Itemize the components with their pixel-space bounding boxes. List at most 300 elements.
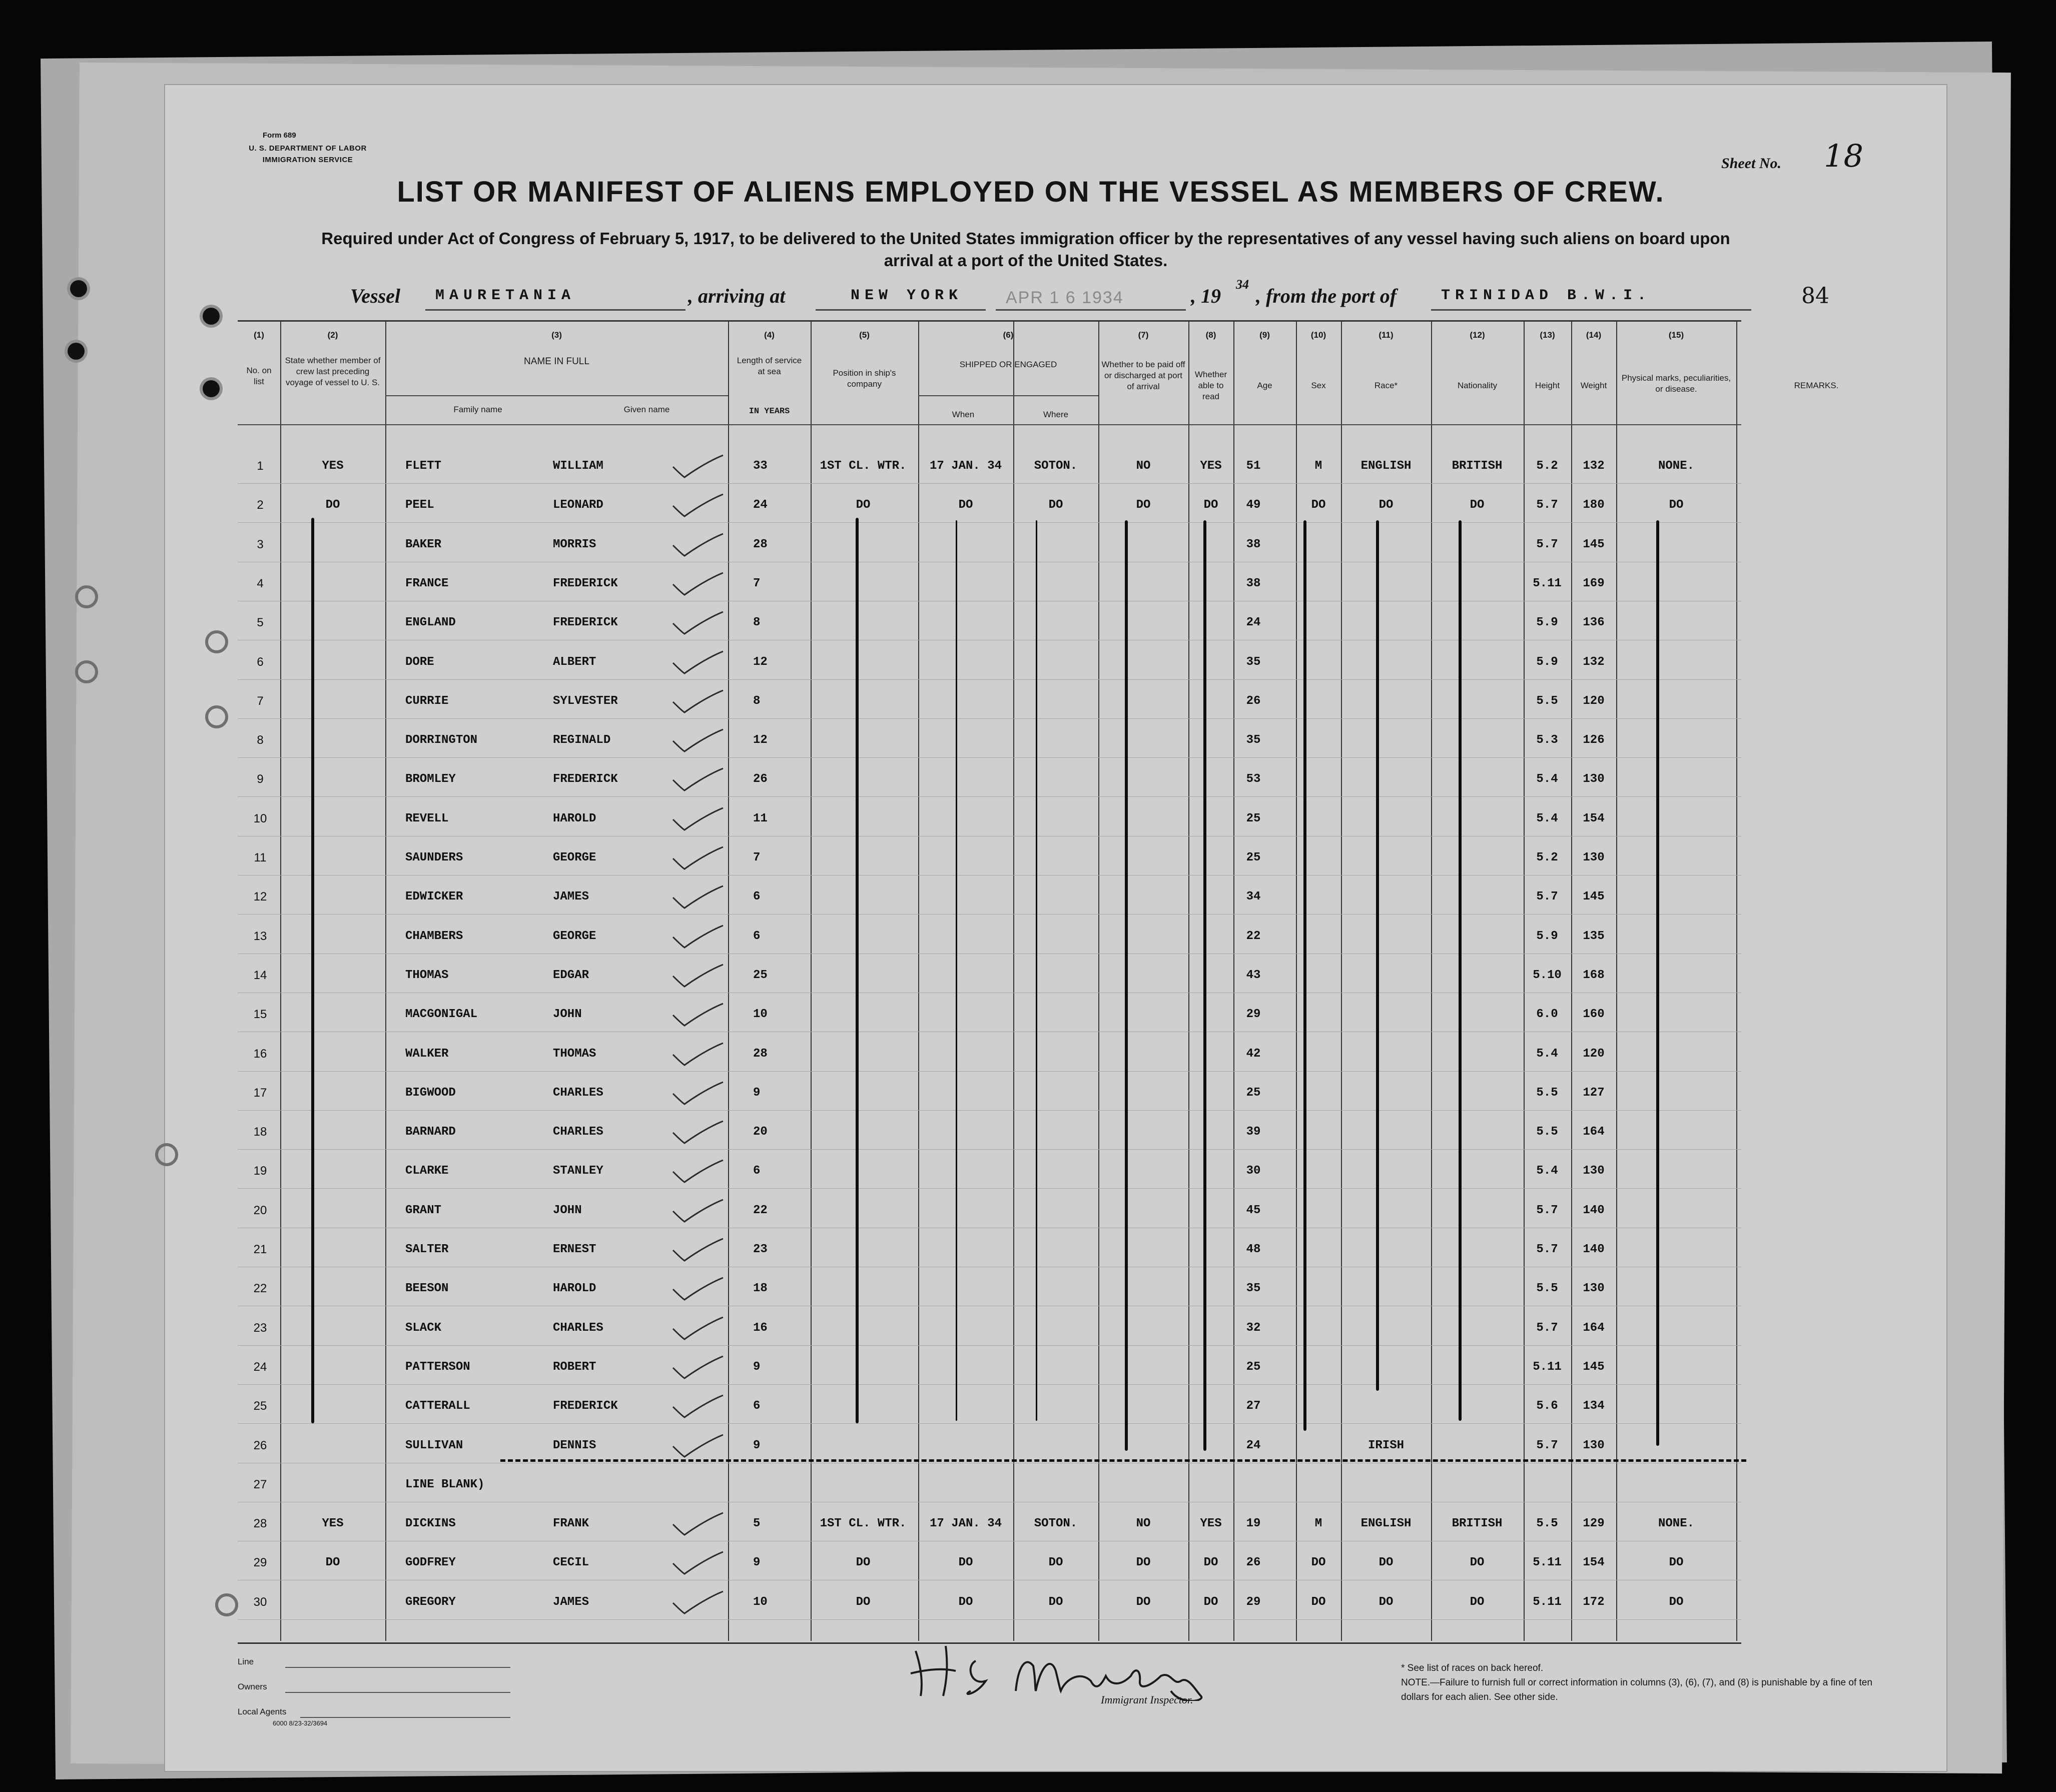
age-cell: 25 bbox=[1246, 811, 1261, 825]
given-name-cell: REGINALD bbox=[553, 733, 611, 747]
form-number: Form 689 bbox=[263, 131, 296, 140]
given-name-cell: CECIL bbox=[553, 1556, 589, 1570]
row-number: 3 bbox=[257, 537, 264, 551]
height-cell: 5.11 bbox=[1533, 576, 1562, 590]
row-number: 25 bbox=[253, 1399, 267, 1413]
header-when: When bbox=[952, 410, 975, 419]
race-note: * See list of races on back hereof. bbox=[1401, 1663, 1544, 1673]
family-name-cell: FRANCE bbox=[405, 576, 449, 590]
sex-cell: DO bbox=[1311, 1595, 1326, 1609]
weight-cell: 120 bbox=[1583, 1047, 1605, 1061]
years-cell: 9 bbox=[753, 1438, 761, 1452]
height-cell: 5.4 bbox=[1536, 1047, 1558, 1061]
weight-cell: 136 bbox=[1583, 616, 1605, 630]
header-race: Race* bbox=[1374, 381, 1398, 390]
ditto-mark bbox=[956, 520, 957, 1421]
paid-off-cell: NO bbox=[1136, 1517, 1151, 1531]
years-cell: 10 bbox=[753, 1008, 768, 1022]
check-mark-icon bbox=[670, 1551, 726, 1576]
weight-cell: 130 bbox=[1583, 1438, 1605, 1452]
given-name-cell: WILLIAM bbox=[553, 459, 603, 473]
sex-cell: M bbox=[1314, 1517, 1322, 1531]
nationality-cell: DO bbox=[1470, 498, 1485, 512]
row-number: 4 bbox=[257, 576, 264, 590]
height-cell: 5.11 bbox=[1533, 1556, 1562, 1570]
weight-cell: 126 bbox=[1583, 733, 1605, 747]
given-name-cell: ALBERT bbox=[553, 655, 596, 669]
years-cell: 9 bbox=[753, 1086, 761, 1100]
ditto-mark bbox=[1125, 520, 1128, 1451]
weight-cell: 132 bbox=[1583, 655, 1605, 669]
years-cell: 23 bbox=[753, 1243, 768, 1256]
row-number: 13 bbox=[253, 929, 267, 943]
height-cell: 5.7 bbox=[1536, 890, 1558, 904]
ring-mark-icon bbox=[205, 630, 228, 653]
ditto-mark bbox=[1303, 520, 1306, 1431]
header-remarks: REMARKS. bbox=[1794, 381, 1839, 390]
age-cell: 22 bbox=[1246, 929, 1261, 943]
previous-voyage-cell: DO bbox=[325, 498, 340, 512]
years-cell: 7 bbox=[753, 576, 761, 590]
height-cell: 5.9 bbox=[1536, 616, 1558, 630]
height-cell: 5.7 bbox=[1536, 537, 1558, 551]
years-cell: 6 bbox=[753, 1399, 761, 1413]
check-mark-icon bbox=[670, 1512, 726, 1537]
family-name-cell: REVELL bbox=[405, 811, 449, 825]
race-cell: ENGLISH bbox=[1360, 459, 1412, 473]
race-cell: IRISH bbox=[1367, 1438, 1404, 1452]
height-cell: 5.9 bbox=[1536, 655, 1558, 669]
page-subtitle: Required under Act of Congress of February 5, 1917, to be delivered to the United States immigration officer by the representatives of any vessel having such aliens on board upon arrival at a port of the United States. bbox=[321, 229, 1730, 270]
height-cell: 5.4 bbox=[1536, 811, 1558, 825]
given-name-cell: FREDERICK bbox=[553, 576, 618, 590]
height-cell: 5.5 bbox=[1536, 1517, 1558, 1531]
check-mark-icon bbox=[670, 689, 726, 714]
col-num-12: (12) bbox=[1470, 330, 1485, 340]
year-label: , 19 bbox=[1191, 285, 1221, 307]
height-cell: 5.9 bbox=[1536, 929, 1558, 943]
paid-off-cell: NO bbox=[1136, 459, 1151, 473]
able-to-read-cell: DO bbox=[1203, 1556, 1218, 1570]
years-cell: 12 bbox=[753, 733, 768, 747]
age-cell: 35 bbox=[1246, 655, 1261, 669]
blank-line-dashes bbox=[500, 1459, 1746, 1462]
row-number: 26 bbox=[253, 1438, 267, 1452]
check-mark-icon bbox=[670, 885, 726, 910]
col-num-8: (8) bbox=[1205, 330, 1216, 340]
inspector-signature bbox=[901, 1631, 1251, 1701]
age-cell: 34 bbox=[1246, 890, 1261, 904]
header-able-to-read: Whether able to read bbox=[1194, 370, 1227, 401]
given-name-cell: FRANK bbox=[553, 1517, 589, 1531]
family-name-cell: THOMAS bbox=[405, 968, 449, 982]
given-name-cell: HAROLD bbox=[553, 811, 596, 825]
row-number: 12 bbox=[253, 890, 267, 904]
years-cell: 33 bbox=[753, 459, 768, 473]
header-given-name: Given name bbox=[623, 405, 670, 414]
family-name-cell: CURRIE bbox=[405, 694, 449, 708]
given-name-cell: EDGAR bbox=[553, 968, 589, 982]
shipped-when-cell: 17 JAN. 34 bbox=[929, 459, 1002, 473]
weight-cell: 132 bbox=[1583, 459, 1605, 473]
family-name-cell: GRANT bbox=[405, 1203, 442, 1217]
age-cell: 26 bbox=[1246, 694, 1261, 708]
family-name-cell: CLARKE bbox=[405, 1164, 449, 1178]
col-num-15: (15) bbox=[1668, 330, 1684, 340]
row-number: 10 bbox=[253, 811, 267, 825]
given-name-cell: LEONARD bbox=[553, 498, 603, 512]
given-name-cell: FREDERICK bbox=[553, 1399, 618, 1413]
arrival-port: NEW YORK bbox=[851, 287, 963, 304]
check-mark-icon bbox=[670, 1434, 726, 1459]
given-name-cell: JAMES bbox=[553, 1595, 589, 1609]
binder-hole-icon bbox=[68, 343, 85, 360]
nationality-cell: BRITISH bbox=[1452, 1517, 1503, 1531]
age-cell: 53 bbox=[1246, 772, 1261, 786]
nationality-cell: BRITISH bbox=[1452, 459, 1503, 473]
check-mark-icon bbox=[670, 1355, 726, 1380]
given-name-cell: FREDERICK bbox=[553, 616, 618, 630]
paid-off-cell: DO bbox=[1136, 498, 1151, 512]
given-name-cell: FREDERICK bbox=[553, 772, 618, 786]
height-cell: 5.7 bbox=[1536, 498, 1558, 512]
given-name-cell: MORRIS bbox=[553, 537, 596, 551]
header-where: Where bbox=[1043, 410, 1069, 419]
header-previous-voyage: State whether member of crew last preceding voyage of vessel to U. S. bbox=[285, 356, 381, 387]
col-num-2: (2) bbox=[327, 330, 338, 340]
sex-cell: DO bbox=[1311, 1556, 1326, 1570]
previous-voyage-cell: DO bbox=[325, 1556, 340, 1570]
weight-cell: 145 bbox=[1583, 890, 1605, 904]
vessel-line bbox=[0, 277, 1851, 314]
sex-cell: M bbox=[1314, 459, 1322, 473]
row-number: 7 bbox=[257, 694, 264, 708]
age-cell: 29 bbox=[1246, 1008, 1261, 1022]
header-in-years: IN YEARS bbox=[749, 407, 790, 416]
ditto-mark bbox=[1656, 520, 1659, 1446]
family-name-cell: DORRINGTON bbox=[405, 733, 478, 747]
row-number: 11 bbox=[254, 851, 267, 864]
family-name-cell: SAUNDERS bbox=[405, 851, 463, 864]
check-mark-icon bbox=[670, 1199, 726, 1224]
nationality-cell: DO bbox=[1470, 1556, 1485, 1570]
check-mark-icon bbox=[670, 1120, 726, 1145]
check-mark-icon bbox=[670, 611, 726, 636]
given-name-cell: JOHN bbox=[553, 1203, 582, 1217]
col-num-13: (13) bbox=[1540, 330, 1555, 340]
ditto-mark bbox=[1459, 520, 1462, 1421]
years-cell: 6 bbox=[753, 1164, 761, 1178]
position-cell: 1ST CL. WTR. bbox=[820, 1517, 907, 1531]
years-cell: 9 bbox=[753, 1360, 761, 1374]
row-number: 23 bbox=[253, 1321, 267, 1335]
height-cell: 5.2 bbox=[1536, 459, 1558, 473]
sheet-number: 18 bbox=[1824, 138, 1863, 174]
header-sex: Sex bbox=[1311, 381, 1326, 390]
header-height: Height bbox=[1535, 381, 1560, 390]
line-label: Line bbox=[238, 1657, 254, 1666]
age-cell: 29 bbox=[1246, 1595, 1261, 1609]
weight-cell: 168 bbox=[1583, 968, 1605, 982]
header-length-of-service: Length of service at sea bbox=[737, 356, 802, 376]
age-cell: 38 bbox=[1246, 537, 1261, 551]
family-name-cell: EDWICKER bbox=[405, 890, 463, 904]
age-cell: 24 bbox=[1246, 1438, 1261, 1452]
check-mark-icon bbox=[670, 728, 726, 753]
age-cell: 25 bbox=[1246, 1086, 1261, 1100]
binder-hole-icon bbox=[203, 380, 220, 397]
col-num-14: (14) bbox=[1586, 330, 1602, 340]
row-number: 28 bbox=[253, 1517, 267, 1531]
years-cell: 26 bbox=[753, 772, 768, 786]
row-number: 6 bbox=[257, 655, 264, 669]
physical-marks-cell: DO bbox=[1669, 1556, 1684, 1570]
col-num-3: (3) bbox=[551, 330, 562, 340]
years-cell: 16 bbox=[753, 1321, 768, 1335]
weight-cell: 130 bbox=[1583, 851, 1605, 864]
row-number: 29 bbox=[253, 1556, 267, 1570]
family-name-cell: BROMLEY bbox=[405, 772, 456, 786]
check-mark-icon bbox=[670, 1277, 726, 1302]
family-name-cell: CHAMBERS bbox=[405, 929, 463, 943]
weight-cell: 145 bbox=[1583, 1360, 1605, 1374]
col-num-7: (7) bbox=[1138, 330, 1149, 340]
height-cell: 5.7 bbox=[1536, 1203, 1558, 1217]
weight-cell: 145 bbox=[1583, 537, 1605, 551]
family-name-cell: LINE BLANK) bbox=[405, 1477, 485, 1491]
ring-mark-icon bbox=[75, 660, 98, 683]
check-mark-icon bbox=[670, 1081, 726, 1106]
col-num-11: (11) bbox=[1379, 330, 1394, 340]
row-number: 24 bbox=[253, 1360, 267, 1374]
shipped-where-cell: SOTON. bbox=[1034, 459, 1078, 473]
years-cell: 10 bbox=[753, 1595, 768, 1609]
service-name: IMMIGRATION SERVICE bbox=[262, 156, 353, 164]
height-cell: 5.5 bbox=[1536, 1086, 1558, 1100]
age-cell: 25 bbox=[1246, 851, 1261, 864]
check-mark-icon bbox=[670, 493, 726, 518]
years-cell: 24 bbox=[753, 498, 768, 512]
position-cell: DO bbox=[856, 498, 871, 512]
race-cell: DO bbox=[1379, 498, 1394, 512]
check-mark-icon bbox=[670, 1003, 726, 1028]
shipped-when-cell: DO bbox=[958, 1595, 973, 1609]
given-name-cell: THOMAS bbox=[553, 1047, 596, 1061]
family-name-cell: SULLIVAN bbox=[405, 1438, 463, 1452]
family-name-cell: FLETT bbox=[405, 459, 442, 473]
ditto-mark bbox=[1376, 520, 1379, 1391]
header-physical-marks: Physical marks, peculiarities, or disease. bbox=[1621, 373, 1731, 394]
able-to-read-cell: YES bbox=[1200, 459, 1222, 473]
age-cell: 48 bbox=[1246, 1243, 1261, 1256]
age-cell: 51 bbox=[1246, 459, 1261, 473]
row-number: 17 bbox=[253, 1086, 267, 1100]
col-num-4: (4) bbox=[764, 330, 775, 340]
given-name-cell: ROBERT bbox=[553, 1360, 596, 1374]
header-shipped-engaged: SHIPPED OR ENGAGED bbox=[959, 360, 1057, 369]
check-mark-icon bbox=[670, 454, 726, 479]
header-family-name: Family name bbox=[453, 405, 502, 414]
physical-marks-cell: NONE. bbox=[1658, 1517, 1694, 1531]
family-name-cell: GREGORY bbox=[405, 1595, 456, 1609]
ring-mark-icon bbox=[75, 585, 98, 608]
age-cell: 38 bbox=[1246, 576, 1261, 590]
header-age: Age bbox=[1257, 381, 1272, 390]
header-name-in-full: NAME IN FULL bbox=[524, 356, 589, 367]
header-position: Position in ship's company bbox=[833, 368, 896, 389]
age-cell: 43 bbox=[1246, 968, 1261, 982]
check-mark-icon bbox=[670, 1238, 726, 1263]
weight-cell: 140 bbox=[1583, 1243, 1605, 1256]
ditto-mark bbox=[1036, 520, 1037, 1421]
family-name-cell: GODFREY bbox=[405, 1556, 456, 1570]
height-cell: 5.7 bbox=[1536, 1438, 1558, 1452]
years-cell: 12 bbox=[753, 655, 768, 669]
age-cell: 32 bbox=[1246, 1321, 1261, 1335]
height-cell: 5.11 bbox=[1533, 1595, 1562, 1609]
check-mark-icon bbox=[670, 925, 726, 950]
check-mark-icon bbox=[670, 1042, 726, 1067]
age-cell: 30 bbox=[1246, 1164, 1261, 1178]
given-name-cell: DENNIS bbox=[553, 1438, 596, 1452]
check-mark-icon bbox=[670, 572, 726, 597]
years-cell: 7 bbox=[753, 851, 761, 864]
position-cell: 1ST CL. WTR. bbox=[820, 459, 907, 473]
row-number: 27 bbox=[253, 1477, 267, 1491]
col-num-5: (5) bbox=[859, 330, 870, 340]
years-cell: 18 bbox=[753, 1282, 768, 1296]
able-to-read-cell: DO bbox=[1203, 498, 1218, 512]
shipped-where-cell: DO bbox=[1048, 1595, 1063, 1609]
weight-cell: 127 bbox=[1583, 1086, 1605, 1100]
height-cell: 5.5 bbox=[1536, 1282, 1558, 1296]
given-name-cell: JAMES bbox=[553, 890, 589, 904]
family-name-cell: SALTER bbox=[405, 1243, 449, 1256]
previous-voyage-cell: YES bbox=[322, 459, 344, 473]
paid-off-cell: DO bbox=[1136, 1556, 1151, 1570]
family-name-cell: PATTERSON bbox=[405, 1360, 470, 1374]
height-cell: 5.3 bbox=[1536, 733, 1558, 747]
weight-cell: 120 bbox=[1583, 694, 1605, 708]
weight-cell: 134 bbox=[1583, 1399, 1605, 1413]
page-title: LIST OR MANIFEST OF ALIENS EMPLOYED ON THE VESSEL AS MEMBERS OF CREW. bbox=[397, 176, 1665, 208]
sex-cell: DO bbox=[1311, 498, 1326, 512]
family-name-cell: SLACK bbox=[405, 1321, 442, 1335]
given-name-cell: CHARLES bbox=[553, 1086, 603, 1100]
given-name-cell: JOHN bbox=[553, 1008, 582, 1022]
check-mark-icon bbox=[670, 533, 726, 558]
header-weight: Weight bbox=[1580, 381, 1607, 390]
ditto-mark bbox=[311, 518, 314, 1423]
age-cell: 35 bbox=[1246, 1282, 1261, 1296]
age-cell: 25 bbox=[1246, 1360, 1261, 1374]
race-cell: DO bbox=[1379, 1595, 1394, 1609]
able-to-read-cell: YES bbox=[1200, 1517, 1222, 1531]
sheet-label: Sheet No. bbox=[1721, 155, 1781, 172]
row-number: 19 bbox=[253, 1164, 267, 1178]
family-name-cell: PEEL bbox=[405, 498, 434, 512]
height-cell: 5.5 bbox=[1536, 1125, 1558, 1139]
years-cell: 28 bbox=[753, 1047, 768, 1061]
shipped-when-cell: DO bbox=[958, 1556, 973, 1570]
years-cell: 22 bbox=[753, 1203, 768, 1217]
check-mark-icon bbox=[670, 1159, 726, 1184]
years-cell: 28 bbox=[753, 537, 768, 551]
departure-port: TRINIDAD B.W.I. bbox=[1441, 287, 1652, 304]
years-cell: 8 bbox=[753, 616, 761, 630]
row-number: 15 bbox=[253, 1008, 267, 1022]
check-mark-icon bbox=[670, 650, 726, 675]
from-label: , from the port of bbox=[1256, 285, 1397, 307]
date-stamp: APR 1 6 1934 bbox=[1006, 288, 1124, 307]
agency-block bbox=[215, 143, 400, 166]
years-cell: 8 bbox=[753, 694, 761, 708]
height-cell: 5.10 bbox=[1533, 968, 1562, 982]
check-mark-icon bbox=[670, 1590, 726, 1615]
weight-cell: 129 bbox=[1583, 1517, 1605, 1531]
row-number: 9 bbox=[257, 772, 264, 786]
ditto-mark bbox=[1203, 520, 1206, 1451]
family-name-cell: MACGONIGAL bbox=[405, 1008, 478, 1022]
height-cell: 5.11 bbox=[1533, 1360, 1562, 1374]
shipped-where-cell: DO bbox=[1048, 498, 1063, 512]
weight-cell: 180 bbox=[1583, 498, 1605, 512]
age-cell: 35 bbox=[1246, 733, 1261, 747]
vessel-label: Vessel bbox=[350, 285, 400, 307]
shipped-when-cell: DO bbox=[958, 498, 973, 512]
ring-mark-icon bbox=[155, 1143, 178, 1166]
age-cell: 19 bbox=[1246, 1517, 1261, 1531]
footnotes bbox=[1401, 1661, 1901, 1704]
physical-marks-cell: DO bbox=[1669, 1595, 1684, 1609]
family-name-cell: WALKER bbox=[405, 1047, 449, 1061]
given-name-cell: CHARLES bbox=[553, 1125, 603, 1139]
position-cell: DO bbox=[856, 1595, 871, 1609]
row-number: 21 bbox=[253, 1243, 267, 1256]
row-number: 14 bbox=[253, 968, 267, 982]
age-cell: 26 bbox=[1246, 1556, 1261, 1570]
year-suffix: 34 bbox=[1236, 277, 1249, 292]
family-name-cell: BIGWOOD bbox=[405, 1086, 456, 1100]
given-name-cell: STANLEY bbox=[553, 1164, 603, 1178]
weight-cell: 164 bbox=[1583, 1321, 1605, 1335]
weight-cell: 172 bbox=[1583, 1595, 1605, 1609]
weight-cell: 130 bbox=[1583, 1282, 1605, 1296]
manifest-number: 84 bbox=[1801, 283, 1829, 309]
given-name-cell: GEORGE bbox=[553, 851, 596, 864]
height-cell: 5.4 bbox=[1536, 772, 1558, 786]
family-name-cell: ENGLAND bbox=[405, 616, 456, 630]
header-nationality: Nationality bbox=[1457, 381, 1498, 390]
check-mark-icon bbox=[670, 767, 726, 792]
col-num-6: (6) bbox=[1003, 330, 1014, 340]
height-cell: 6.0 bbox=[1536, 1008, 1558, 1022]
age-cell: 39 bbox=[1246, 1125, 1261, 1139]
col-num-9: (9) bbox=[1259, 330, 1270, 340]
age-cell: 27 bbox=[1246, 1399, 1261, 1413]
paid-off-cell: DO bbox=[1136, 1595, 1151, 1609]
shipped-where-cell: SOTON. bbox=[1034, 1517, 1078, 1531]
years-cell: 11 bbox=[753, 811, 768, 825]
shipped-where-cell: DO bbox=[1048, 1556, 1063, 1570]
physical-marks-cell: DO bbox=[1669, 498, 1684, 512]
check-mark-icon bbox=[670, 846, 726, 871]
previous-voyage-cell: YES bbox=[322, 1517, 344, 1531]
height-cell: 5.7 bbox=[1536, 1243, 1558, 1256]
height-cell: 5.5 bbox=[1536, 694, 1558, 708]
given-name-cell: GEORGE bbox=[553, 929, 596, 943]
family-name-cell: BAKER bbox=[405, 537, 442, 551]
